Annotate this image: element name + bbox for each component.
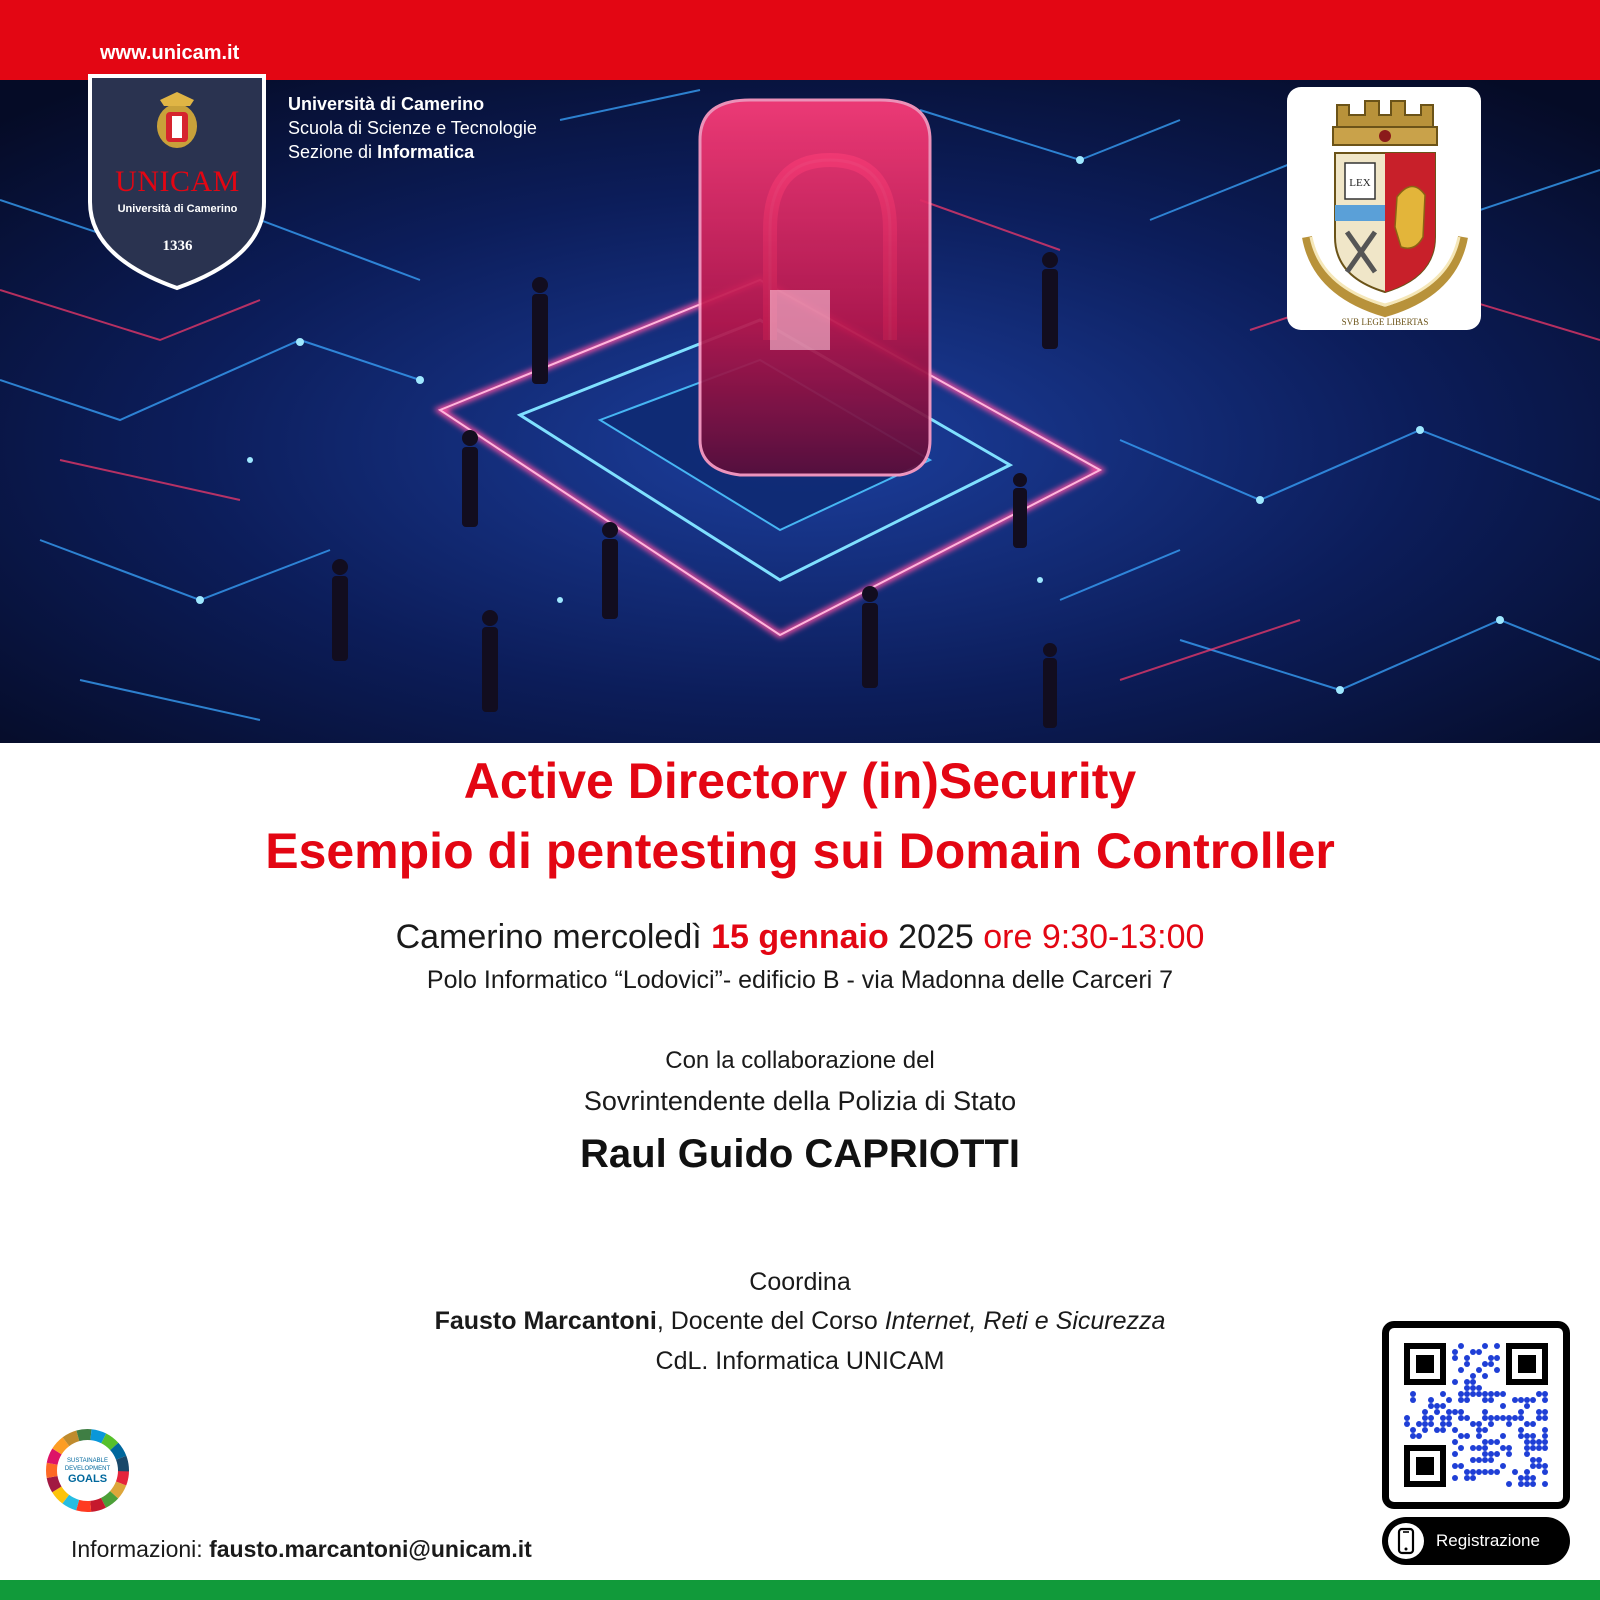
contact-info — [71, 1536, 532, 1563]
svg-text:GOALS: GOALS — [67, 1473, 108, 1485]
section-name: Sezione di Informatica — [288, 142, 475, 162]
speaker-name: Raul Guido CAPRIOTTI — [580, 1132, 1020, 1176]
collaboration-intro: Con la collaborazione del — [665, 1047, 935, 1074]
university-name: Università di Camerino — [288, 94, 485, 114]
event-title-line2: Esempio di pentesting sui Domain Controller — [265, 823, 1335, 879]
qr-code-icon — [1389, 1328, 1563, 1502]
event-time: ore 9:30-13:00 — [983, 918, 1205, 956]
svg-text:DEVELOPMENT: DEVELOPMENT — [64, 1466, 111, 1472]
department-info — [288, 92, 537, 164]
registration-label: Registrazione — [1436, 1531, 1540, 1550]
speaker-role: Sovrintendente della Polizia di Stato — [583, 1086, 1017, 1116]
event-date: 15 gennaio — [711, 918, 889, 956]
event-location: Polo Informatico “Lodovici”- edificio B - via Madonna delle Carceri 7 — [426, 966, 1174, 994]
coordinator-name: Fausto Marcantoni — [434, 1307, 657, 1335]
registration-button[interactable] — [1382, 1517, 1570, 1565]
sdg-goals-logo — [40, 1423, 135, 1518]
coordinator-role: , Docente del Corso — [656, 1307, 885, 1335]
contact-label: Informazioni: — [71, 1536, 210, 1562]
event-title-line1: Active Directory (in)Security — [463, 753, 1137, 809]
degree-course: CdL. Informatica UNICAM — [655, 1347, 945, 1375]
site-url[interactable]: www.unicam.it — [100, 42, 240, 64]
svg-text:LEX: LEX — [1349, 177, 1371, 189]
svg-text:SVB LEGE LIBERTAS: SVB LEGE LIBERTAS — [1341, 317, 1429, 327]
logo-year: 1336 — [162, 238, 193, 254]
event-date-line — [0, 918, 1600, 957]
course-name: Internet, Reti e Sicurezza — [884, 1307, 1166, 1335]
logo-wordmark: UNICAM — [115, 165, 240, 198]
bottom-bar — [0, 1580, 1600, 1600]
coordination-label: Coordina — [749, 1268, 851, 1296]
polizia-crest — [1287, 87, 1481, 330]
phone-icon — [1388, 1523, 1424, 1559]
contact-email[interactable]: fausto.marcantoni@unicam.it — [209, 1536, 532, 1562]
top-bar — [0, 0, 1600, 80]
coordinator-line — [0, 1307, 1600, 1336]
event-year: 2025 — [888, 918, 984, 956]
event-city-day: Camerino mercoledì — [395, 918, 712, 956]
school-name: Scuola di Scienze e Tecnologie — [288, 118, 537, 138]
logo-subtitle: Università di Camerino — [117, 203, 238, 215]
svg-text:SUSTAINABLE: SUSTAINABLE — [67, 1458, 108, 1464]
registration-qr-code[interactable] — [1382, 1321, 1570, 1509]
